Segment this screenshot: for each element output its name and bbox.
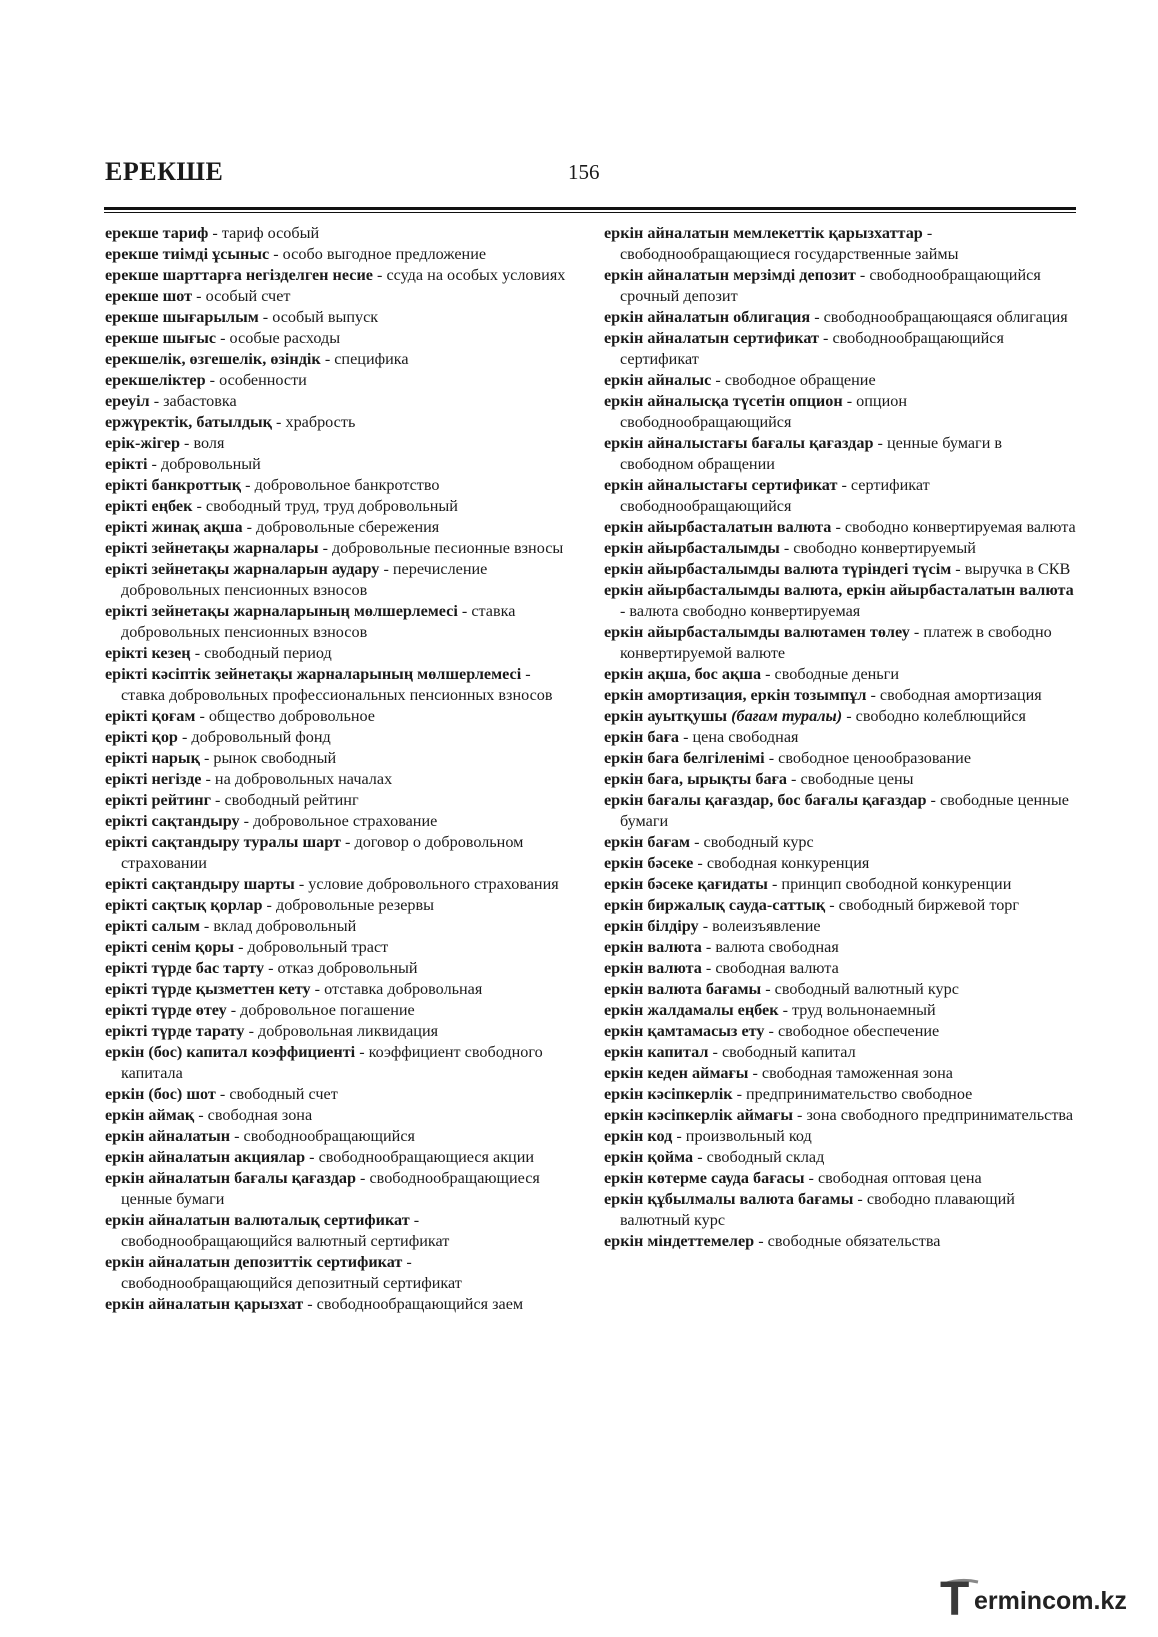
entry-term: еркін айналатын депозиттік сертификат	[105, 1253, 403, 1271]
running-header: ЕРЕКШЕ	[105, 157, 224, 186]
entry-term: еркін айырбасталымды	[604, 539, 780, 557]
entry-term: ерекше шығыс	[105, 329, 217, 347]
dictionary-entry	[604, 370, 1078, 391]
dictionary-entry	[105, 601, 575, 643]
entry-translation: - свободная оптовая цена	[804, 1169, 982, 1187]
dictionary-entry	[604, 1000, 1078, 1021]
entry-term: ерікті рейтинг	[105, 791, 211, 809]
entry-term: еркін айналатын	[105, 1127, 231, 1145]
dictionary-entry	[604, 664, 1078, 685]
entry-translation: - воля	[179, 434, 225, 452]
entry-term: ерекше тиімді ұсыныс	[105, 245, 270, 263]
dictionary-entry	[105, 244, 575, 265]
entry-translation: - договор о добровольном страховании	[121, 833, 524, 872]
entry-term: еркін айналыс	[604, 371, 712, 389]
entry-term: еркін баға	[604, 728, 680, 746]
entry-term: еркін баға, ырықты баға	[604, 770, 787, 788]
entry-term: еркін құбылмалы валюта бағамы	[604, 1190, 854, 1208]
dictionary-entry	[105, 370, 575, 391]
entry-translation: - добровольная ликвидация	[244, 1022, 439, 1040]
entry-translation: - особо выгодное предложение	[269, 245, 487, 263]
entry-translation: - свободная таможенная зона	[748, 1064, 953, 1082]
entry-term: еркін айналатын бағалы қағаздар	[105, 1169, 356, 1187]
entry-term: еркін бәсеке	[604, 854, 694, 872]
entry-translation: - добровольное страхование	[239, 812, 438, 830]
entry-term: ерекше шығарылым	[105, 308, 259, 326]
entry-translation: - опцион свободнообращающийся	[620, 392, 907, 431]
entry-translation: - свободнообращающийся валютный сертификат	[121, 1211, 450, 1250]
entry-translation: - сертификат свободнообращающийся	[620, 476, 930, 515]
dictionary-entry	[105, 1168, 575, 1210]
dictionary-entry	[105, 643, 575, 664]
dictionary-entry	[604, 1126, 1078, 1147]
entry-translation: - ставка добровольных профессиональных пенсионных взносов	[121, 665, 553, 704]
entry-translation: - условие добровольного страхования	[294, 875, 559, 893]
entry-term: ерікті қор	[105, 728, 178, 746]
dictionary-entry	[105, 979, 575, 1000]
entry-term: еркін қойма	[604, 1148, 694, 1166]
entry-term: ерікті сақтандыру туралы шарт	[105, 833, 341, 851]
dictionary-entry	[105, 769, 575, 790]
entry-translation: - ставка добровольных пенсионных взносов	[121, 602, 516, 641]
entry-translation: - храбрость	[272, 413, 356, 431]
entry-term: ерікті қоғам	[105, 707, 196, 725]
entry-translation: - свободный курс	[690, 833, 814, 851]
dictionary-entry	[604, 832, 1078, 853]
entry-term: еркін айналысқа түсетін опцион	[604, 392, 843, 410]
entry-translation: - свободные ценные бумаги	[620, 791, 1069, 830]
entry-term: ерікті	[105, 455, 148, 473]
entry-term: еркін капитал	[604, 1043, 709, 1061]
entry-translation: - свободные цены	[787, 770, 914, 788]
entry-translation: - добровольные резервы	[262, 896, 435, 914]
dictionary-entry	[604, 517, 1078, 538]
entry-term: ерекше шарттарға негізделген несие	[105, 266, 373, 284]
dictionary-entry	[105, 937, 575, 958]
dictionary-entry	[105, 559, 575, 601]
dictionary-entry	[105, 790, 575, 811]
entry-term: ерекшелік, өзгешелік, өзіндік	[105, 350, 321, 368]
entry-translation: - ценные бумаги в свободном обращении	[620, 434, 1003, 473]
terminco-watermark	[940, 1573, 1145, 1626]
dictionary-entry	[604, 937, 1078, 958]
entry-translation: - вклад добровольный	[199, 917, 357, 935]
entry-term: еркін айналатын акциялар	[105, 1148, 306, 1166]
entry-note: (бағам туралы)	[727, 707, 843, 725]
entry-translation: - свободнообращающийся	[230, 1127, 415, 1145]
dictionary-entry	[604, 1063, 1078, 1084]
dictionary-entry	[105, 1105, 575, 1126]
watermark-text: ermincom.kz	[974, 1587, 1127, 1615]
entry-translation: - произвольный код	[672, 1127, 812, 1145]
entry-term: еркін код	[604, 1127, 673, 1145]
entry-term: ерікті түрде тарату	[105, 1022, 245, 1040]
entry-translation: - коэффициент свободного капитала	[121, 1043, 543, 1082]
entry-term: ерекше тариф	[105, 224, 209, 242]
entry-term: ерікті зейнетақы жарналарының мөлшерлемесі	[105, 602, 458, 620]
dictionary-entry	[604, 685, 1078, 706]
entry-translation: - свободнообращающиеся акции	[305, 1148, 535, 1166]
entry-translation: - особый счет	[192, 287, 291, 305]
dictionary-entry	[105, 1294, 575, 1315]
entry-translation: - специфика	[320, 350, 409, 368]
dictionary-entry	[604, 328, 1078, 370]
entry-term: ерікті жинақ ақша	[105, 518, 243, 536]
entry-term: еркін айырбасталымды валюта, еркін айырбасталатын валюта	[604, 581, 1074, 599]
entry-translation: - свободнообращающаяся облигация	[810, 308, 1068, 326]
entry-term: ерекшеліктер	[105, 371, 206, 389]
dictionary-entry	[604, 622, 1078, 664]
entry-term: ерікті еңбек	[105, 497, 193, 515]
entry-term: ерік-жігер	[105, 434, 180, 452]
entry-term: еркін валюта бағамы	[604, 980, 762, 998]
entry-translation: - свободное обеспечение	[764, 1022, 940, 1040]
dictionary-entry	[105, 832, 575, 874]
dictionary-entry	[604, 559, 1078, 580]
entry-translation: - свободный капитал	[708, 1043, 856, 1061]
entry-term: еркін бағам	[604, 833, 691, 851]
entry-translation: - свободно конвертируемый	[779, 539, 976, 557]
entry-translation: - платеж в свободно конвертируемой валюте	[620, 623, 1052, 662]
entry-translation: - свободнообращающийся заем	[303, 1295, 524, 1313]
dictionary-entry	[105, 1147, 575, 1168]
entry-term: еркін кәсіпкерлік	[604, 1085, 733, 1103]
entry-term: еркін валюта	[604, 959, 702, 977]
dictionary-entry	[604, 433, 1078, 475]
entry-translation: - цена свободная	[679, 728, 799, 746]
dictionary-entry	[604, 223, 1078, 265]
entry-translation: - свободное обращение	[711, 371, 876, 389]
entry-translation: - выручка в СКВ	[951, 560, 1071, 578]
entry-translation: - добровольное банкротство	[241, 476, 440, 494]
dictionary-entry	[604, 895, 1078, 916]
dictionary-entry	[604, 1189, 1078, 1231]
entry-translation: - отказ добровольный	[264, 959, 418, 977]
dictionary-entry	[604, 853, 1078, 874]
right-column	[604, 223, 1078, 1252]
dictionary-entry	[105, 706, 575, 727]
entry-translation: - свободный счет	[215, 1085, 338, 1103]
dictionary-entry	[604, 307, 1078, 328]
dictionary-entry	[604, 1147, 1078, 1168]
entry-translation: - свободная конкуренция	[693, 854, 870, 872]
header-rule-thin	[104, 212, 1076, 213]
entry-term: еркін айналатын мемлекеттік қарызхаттар	[604, 224, 923, 242]
entry-term: еркін кәсіпкерлік аймағы	[604, 1106, 793, 1124]
dictionary-entry	[105, 307, 575, 328]
entry-term: ерекше шот	[105, 287, 193, 305]
entry-translation: - труд вольнонаемный	[778, 1001, 936, 1019]
entry-translation: - свободный труд, труд добровольный	[192, 497, 458, 515]
entry-term: еркін айырбасталымды валюта түріндегі түсім	[604, 560, 952, 578]
entry-translation: - забастовка	[149, 392, 237, 410]
entry-term: ерікті кәсіптік зейнетақы жарналарының мөлшерлемесі	[105, 665, 522, 683]
entry-translation: - свободная амортизация	[866, 686, 1042, 704]
entry-translation: - особые расходы	[216, 329, 341, 347]
entry-term: еркін айналатын мерзімді депозит	[604, 266, 856, 284]
entry-translation: - свободный склад	[693, 1148, 825, 1166]
entry-term: ерікті сақтандыру	[105, 812, 240, 830]
dictionary-entry	[105, 391, 575, 412]
entry-translation: - общество добровольное	[195, 707, 375, 725]
dictionary-entry	[105, 895, 575, 916]
entry-term: ерікті түрде бас тарту	[105, 959, 265, 977]
dictionary-entry	[105, 1126, 575, 1147]
entry-term: еркін бағалы қағаздар, бос бағалы қағаздар	[604, 791, 927, 809]
entry-term: еркін баға белгіленімі	[604, 749, 765, 767]
entry-term: еркін айырбасталымды валютамен төлеу	[604, 623, 910, 641]
dictionary-entry	[105, 223, 575, 244]
dictionary-entry	[604, 979, 1078, 1000]
dictionary-entry	[105, 265, 575, 286]
entry-term: ерікті негізде	[105, 770, 202, 788]
entry-term: ерікті сақтандыру шарты	[105, 875, 295, 893]
entry-term: ерікті нарық	[105, 749, 200, 767]
entry-term: еркін ақша, бос ақша	[604, 665, 762, 683]
entry-translation: - добровольный фонд	[177, 728, 331, 746]
dictionary-entry	[105, 1042, 575, 1084]
dictionary-entry	[105, 727, 575, 748]
dictionary-entry	[604, 748, 1078, 769]
entry-translation: - особенности	[205, 371, 307, 389]
dictionary-entry	[604, 1168, 1078, 1189]
dictionary-entry	[604, 958, 1078, 979]
entry-term: ерікті зейнетақы жарналары	[105, 539, 319, 557]
entry-term: еркін (бос) шот	[105, 1085, 216, 1103]
entry-translation: - добровольный	[147, 455, 261, 473]
header-rule-thick	[104, 207, 1076, 210]
entry-term: еркін міндеттемелер	[604, 1232, 755, 1250]
entry-term: ержүректік, батылдық	[105, 413, 272, 431]
entry-translation: - валюта свободная	[701, 938, 839, 956]
dictionary-entry	[105, 475, 575, 496]
entry-term: еркін айналыстағы сертификат	[604, 476, 838, 494]
entry-term: еркін бәсеке қағидаты	[604, 875, 768, 893]
dictionary-entry	[604, 538, 1078, 559]
dictionary-entry	[105, 916, 575, 937]
dictionary-entry	[604, 769, 1078, 790]
dictionary-entry	[105, 349, 575, 370]
dictionary-entry	[105, 328, 575, 349]
dictionary-entry	[604, 790, 1078, 832]
entry-term: еркін қамтамасыз ету	[604, 1022, 765, 1040]
entry-term: ерікті сенім қоры	[105, 938, 235, 956]
entry-translation: - принцип свободной конкуренции	[767, 875, 1012, 893]
entry-term: ерікті кезең	[105, 644, 191, 662]
entry-translation: - свободно конвертируемая валюта	[831, 518, 1076, 536]
entry-term: еркін айналатын облигация	[604, 308, 811, 326]
dictionary-entry	[105, 538, 575, 559]
entry-translation: - волеизъявление	[698, 917, 821, 935]
entry-term: еркін валюта	[604, 938, 702, 956]
entry-translation: - свободнообращающийся депозитный сертификат	[121, 1253, 462, 1292]
entry-translation: - свободный валютный курс	[761, 980, 959, 998]
entry-translation: - свободнообращающиеся государственные займы	[620, 224, 959, 263]
entry-translation: - свободно колеблющийся	[842, 707, 1026, 725]
entry-translation: - свободные деньги	[761, 665, 899, 683]
entry-translation: - тариф особый	[208, 224, 320, 242]
page-number: 156	[568, 160, 600, 184]
entry-term: ерікті түрде өтеу	[105, 1001, 227, 1019]
dictionary-entry	[105, 286, 575, 307]
entry-translation: - добровольные сбережения	[242, 518, 440, 536]
dictionary-entry	[105, 1000, 575, 1021]
entry-translation: - свободнообращающийся срочный депозит	[620, 266, 1041, 305]
entry-translation: - свободный рейтинг	[210, 791, 359, 809]
dictionary-entry	[604, 727, 1078, 748]
dictionary-entry	[604, 391, 1078, 433]
dictionary-entry	[105, 811, 575, 832]
dictionary-entry	[105, 433, 575, 454]
entry-translation: - перечисление добровольных пенсионных взносов	[121, 560, 488, 599]
dictionary-entry	[105, 412, 575, 433]
dictionary-entry	[105, 1252, 575, 1294]
dictionary-entry	[604, 1021, 1078, 1042]
entry-translation: - на добровольных началах	[201, 770, 393, 788]
dictionary-entry	[604, 1231, 1078, 1252]
dictionary-entry	[105, 1084, 575, 1105]
left-column	[105, 223, 575, 1315]
entry-term: ерікті банкроттық	[105, 476, 242, 494]
entry-translation: - ссуда на особых условиях	[372, 266, 566, 284]
dictionary-entry	[604, 916, 1078, 937]
entry-translation: - свободно плавающий валютный курс	[620, 1190, 1015, 1229]
dictionary-entry	[604, 1084, 1078, 1105]
entry-term: еркін ауытқушы	[604, 707, 728, 725]
entry-term: еркін (бос) капитал коэффициенті	[105, 1043, 356, 1061]
dictionary-entry	[604, 1042, 1078, 1063]
dictionary-entry	[604, 475, 1078, 517]
entry-translation: - добровольные песионные взносы	[318, 539, 564, 557]
entry-term: еркін айырбасталатын валюта	[604, 518, 832, 536]
entry-term: ерікті салым	[105, 917, 200, 935]
entry-translation: - рынок свободный	[199, 749, 337, 767]
entry-term: ерікті сақтық қорлар	[105, 896, 263, 914]
entry-term: ерікті зейнетақы жарналарын аудару	[105, 560, 380, 578]
dictionary-entry	[604, 580, 1078, 622]
entry-term: ереуіл	[105, 392, 150, 410]
dictionary-entry	[604, 1105, 1078, 1126]
entry-translation: - свободнообращающийся сертификат	[620, 329, 1004, 368]
entry-translation: - свободнообращающиеся ценные бумаги	[121, 1169, 540, 1208]
dictionary-entry	[105, 664, 575, 706]
entry-term: еркін айналатын қарызхат	[105, 1295, 304, 1313]
entry-translation: - свободный биржевой торг	[825, 896, 1020, 914]
dictionary-entry	[604, 874, 1078, 895]
entry-translation: - свободная валюта	[701, 959, 839, 977]
dictionary-entry	[105, 748, 575, 769]
entry-term: еркін аймақ	[105, 1106, 195, 1124]
entry-translation: - свободные обязательства	[754, 1232, 941, 1250]
dictionary-entry	[105, 454, 575, 475]
entry-translation: - особый выпуск	[258, 308, 379, 326]
entry-term: еркін биржалық сауда-саттық	[604, 896, 826, 914]
entry-translation: - отставка добровольная	[310, 980, 483, 998]
entry-term: еркін айналыстағы бағалы қағаздар	[604, 434, 874, 452]
entry-term: еркін білдіру	[604, 917, 699, 935]
dictionary-entry	[105, 958, 575, 979]
entry-translation: - свободное ценообразование	[764, 749, 971, 767]
entry-term: еркін айналатын сертификат	[604, 329, 819, 347]
dictionary-entry	[105, 1021, 575, 1042]
entry-translation: - добровольное погашение	[226, 1001, 415, 1019]
entry-translation: - добровольный траст	[234, 938, 389, 956]
entry-translation: - свободная зона	[194, 1106, 313, 1124]
dictionary-entry	[604, 265, 1078, 307]
dictionary-entry	[604, 706, 1078, 727]
watermark-initial: T	[940, 1573, 970, 1626]
entry-translation: - зона свободного предпринимательства	[793, 1106, 1074, 1124]
entry-translation: - предпринимательство свободное	[732, 1085, 973, 1103]
dictionary-entry	[105, 517, 575, 538]
dictionary-entry	[105, 874, 575, 895]
entry-term: еркін жалдамалы еңбек	[604, 1001, 779, 1019]
entry-term: ерікті түрде қызметтен кету	[105, 980, 311, 998]
entry-term: еркін кеден аймағы	[604, 1064, 749, 1082]
entry-term: еркін амортизация, еркін тозымпұл	[604, 686, 867, 704]
entry-term: еркін айналатын валюталық сертификат	[105, 1211, 410, 1229]
entry-term: еркін көтерме сауда бағасы	[604, 1169, 805, 1187]
dictionary-entry	[105, 496, 575, 517]
entry-translation: - валюта свободно конвертируемая	[620, 602, 861, 620]
dictionary-entry	[105, 1210, 575, 1252]
entry-translation: - свободный период	[190, 644, 332, 662]
